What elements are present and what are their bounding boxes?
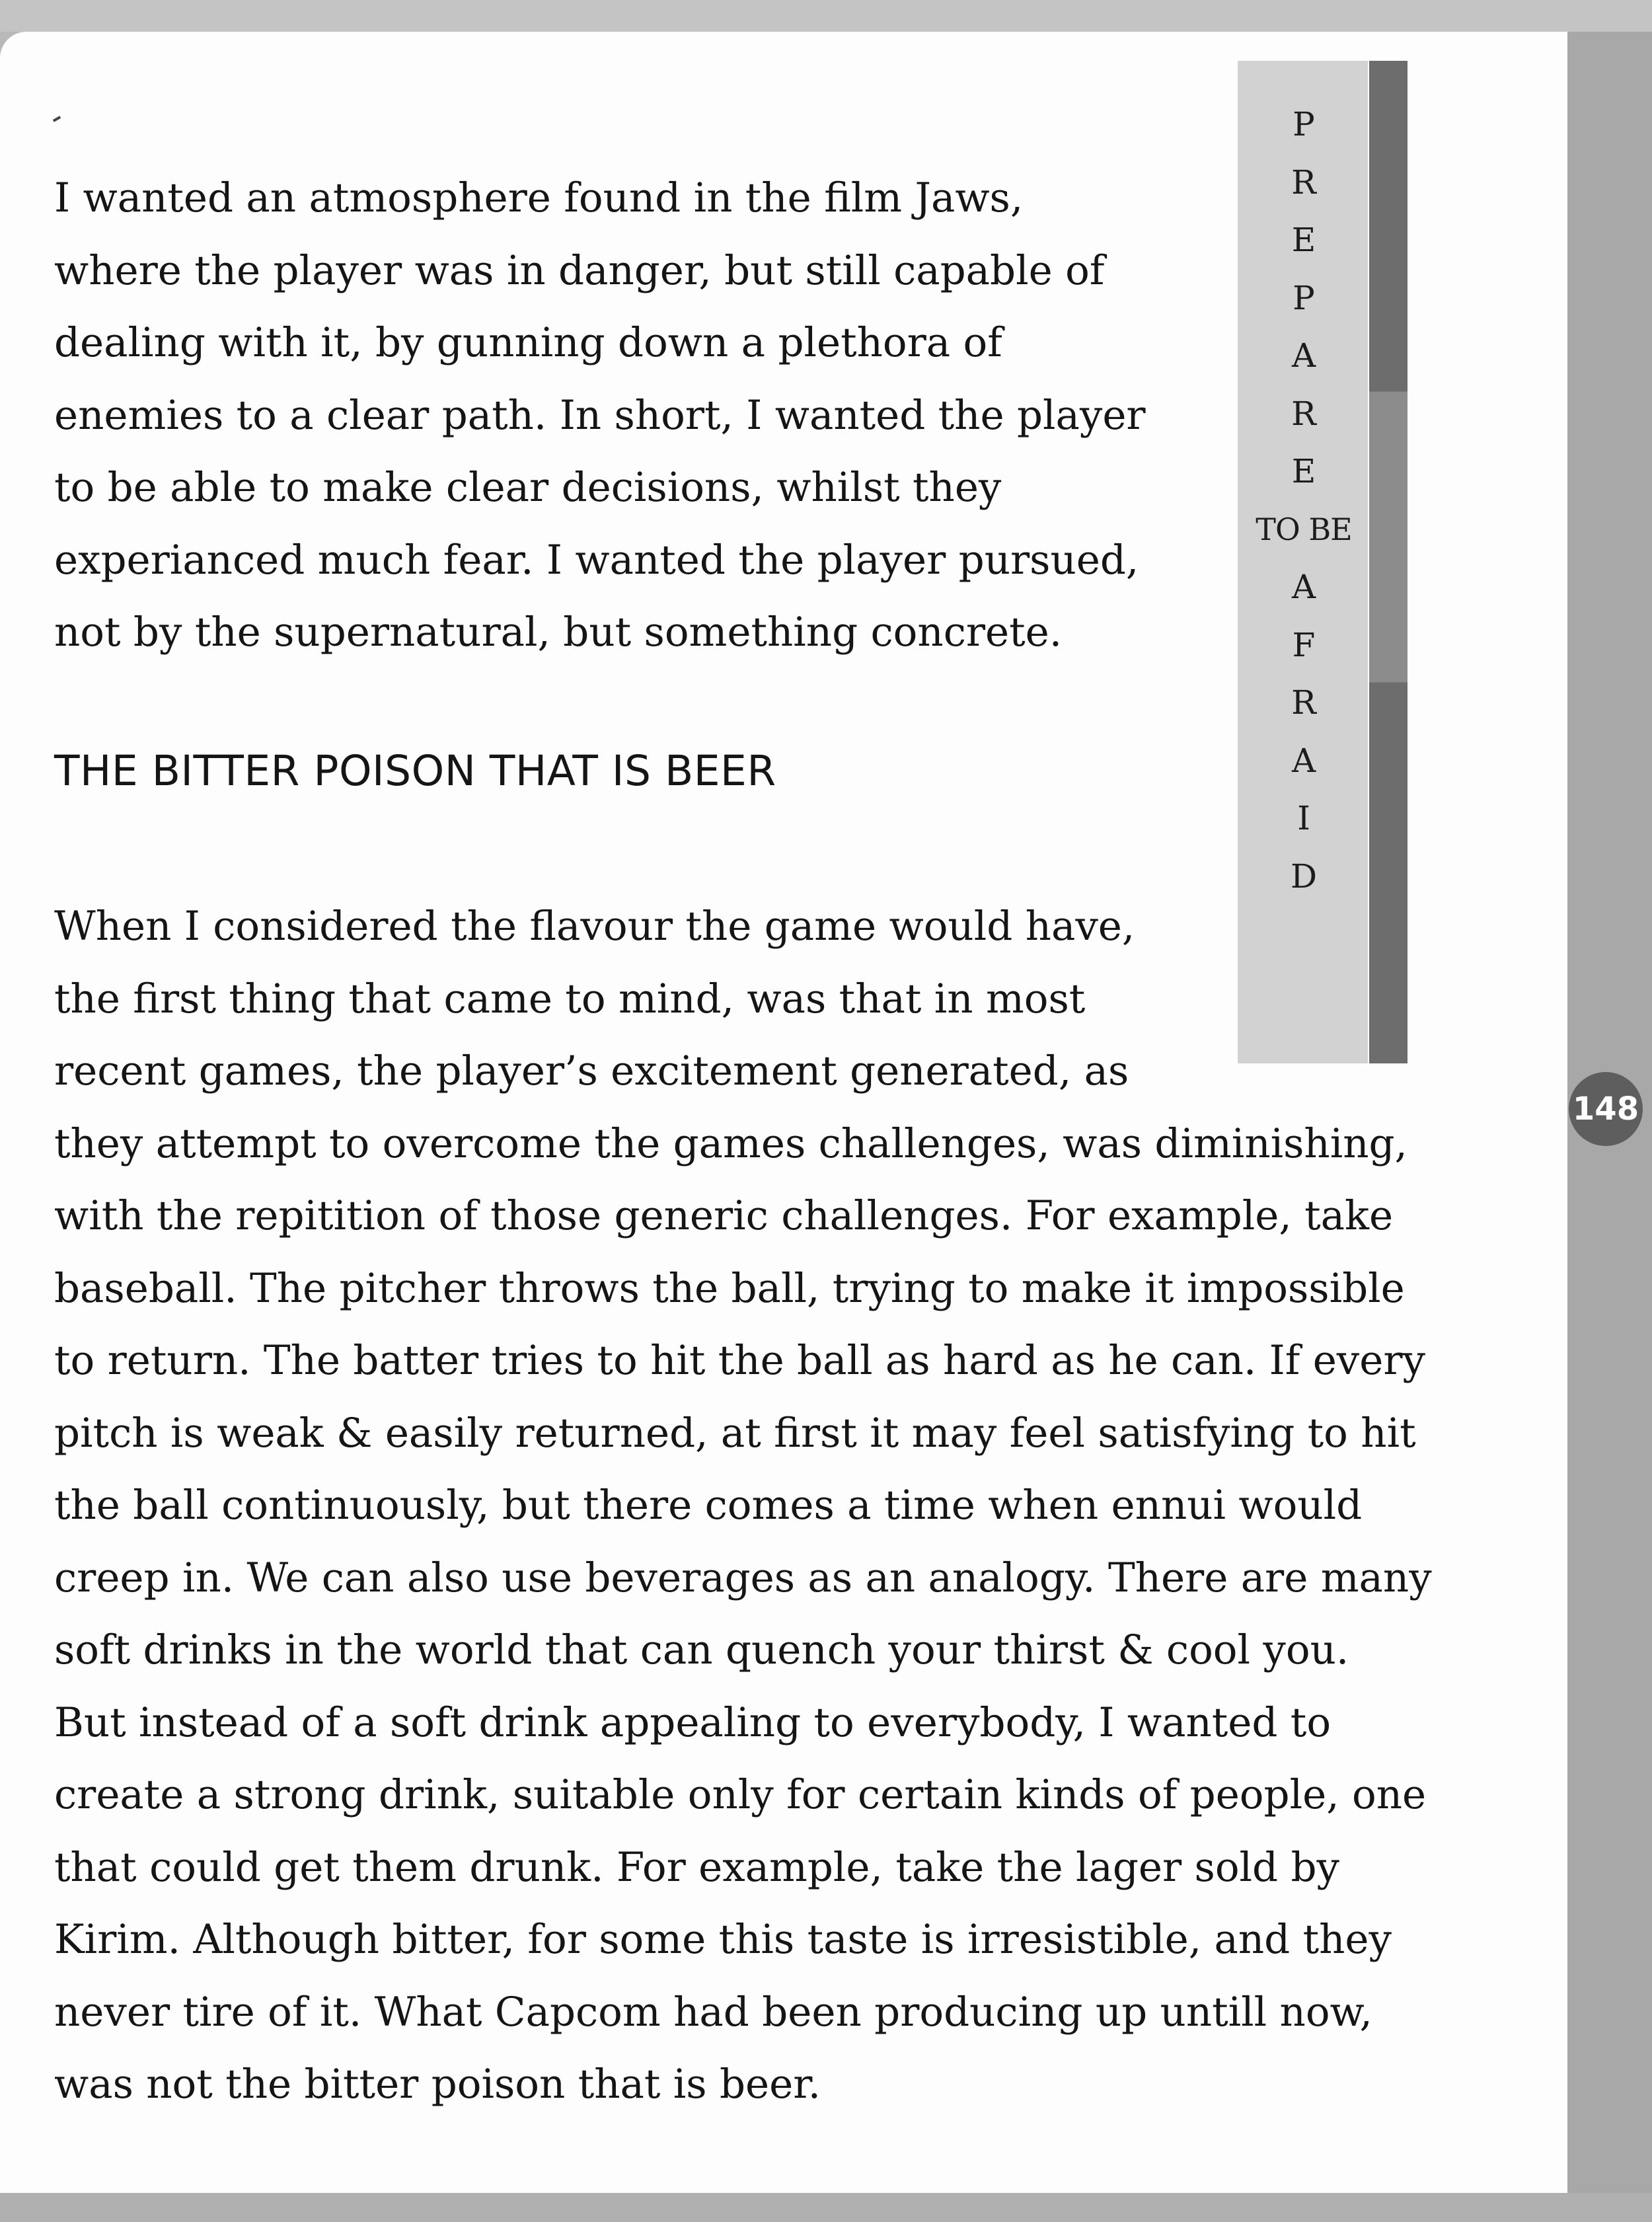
- banner-letter: E: [1291, 221, 1316, 259]
- text-line: When I considered the flavour the game would have,: [54, 903, 1135, 950]
- text-line: recent games, the player’s excitement generated, as: [54, 1048, 1129, 1094]
- text-line: experianced much fear. I wanted the player pursued,: [54, 536, 1139, 584]
- page-number-badge: 148: [1569, 1072, 1643, 1146]
- banner-letter: TO BE: [1256, 511, 1352, 547]
- banner-letter: P: [1293, 105, 1315, 143]
- text-line: that could get them drunk. For example, take the lager sold by: [54, 1843, 1340, 1891]
- section-heading: THE BITTER POISON THAT IS BEER: [54, 747, 776, 795]
- text-line: Kirim. Although bitter, for some this taste is irresistible, and they: [54, 1916, 1392, 1963]
- banner-letter: A: [1291, 741, 1316, 780]
- text-line: creep in. We can also use beverages as an analogy. There are many: [54, 1554, 1432, 1601]
- banner-letter: R: [1291, 163, 1316, 202]
- banner-letter: A: [1291, 336, 1316, 375]
- text-line: to be able to make clear decisions, whilst they: [54, 464, 1002, 511]
- text-line: But instead of a soft drink appealing to everybody, I wanted to: [54, 1699, 1332, 1746]
- text-line: soft drinks in the world that can quench your thirst & cool you.: [54, 1627, 1349, 1673]
- text-line: the ball continuously, but there comes a time when ennui would: [54, 1482, 1363, 1529]
- text-line: create a strong drink, suitable only for certain kinds of people, one: [54, 1771, 1427, 1818]
- text-line: was not the bitter poison that is beer.: [54, 2061, 821, 2108]
- text-line: pitch is weak & easily returned, at first it may feel satisfying to hit: [54, 1409, 1416, 1457]
- banner-letter: R: [1291, 394, 1316, 433]
- text-line: not by the supernatural, but something concrete.: [54, 609, 1063, 656]
- banner-letter: R: [1291, 683, 1316, 722]
- text-line: I wanted an atmosphere found in the film Jaws,: [54, 174, 1024, 221]
- text-line: baseball. The pitcher throws the ball, trying to make it impossible: [54, 1264, 1405, 1312]
- banner-letters: [1238, 96, 1370, 905]
- banner-stripe: [1369, 61, 1408, 1063]
- text-line: where the player was in danger, but still capable of: [54, 247, 1105, 294]
- text-line: with the repitition of those generic challenges. For example, take: [54, 1192, 1394, 1239]
- text-line: enemies to a clear path. In short, I wanted the player: [54, 391, 1146, 439]
- paragraph-intro: [54, 162, 1146, 669]
- text-line: dealing with it, by gunning down a plethora of: [54, 319, 1002, 366]
- text-line: never tire of it. What Capcom had been producing up untill now,: [54, 1988, 1372, 2036]
- banner-letter: P: [1293, 278, 1315, 317]
- banner-letter: D: [1290, 857, 1318, 896]
- banner-letter: A: [1291, 568, 1316, 606]
- text-line: the first thing that came to mind, was that in most: [54, 975, 1086, 1022]
- scan-top-border: [0, 0, 1652, 32]
- text-line: to return. The batter tries to hit the ball as hard as he can. If every: [54, 1337, 1425, 1384]
- banner-letter: F: [1292, 625, 1316, 664]
- scan-bottom-border: [0, 2193, 1652, 2222]
- paragraph-beer: [54, 890, 1432, 2121]
- text-line: they attempt to overcome the games challenges, was diminishing,: [54, 1120, 1408, 1167]
- banner-letter: I: [1297, 799, 1310, 837]
- banner-letter: E: [1291, 452, 1316, 490]
